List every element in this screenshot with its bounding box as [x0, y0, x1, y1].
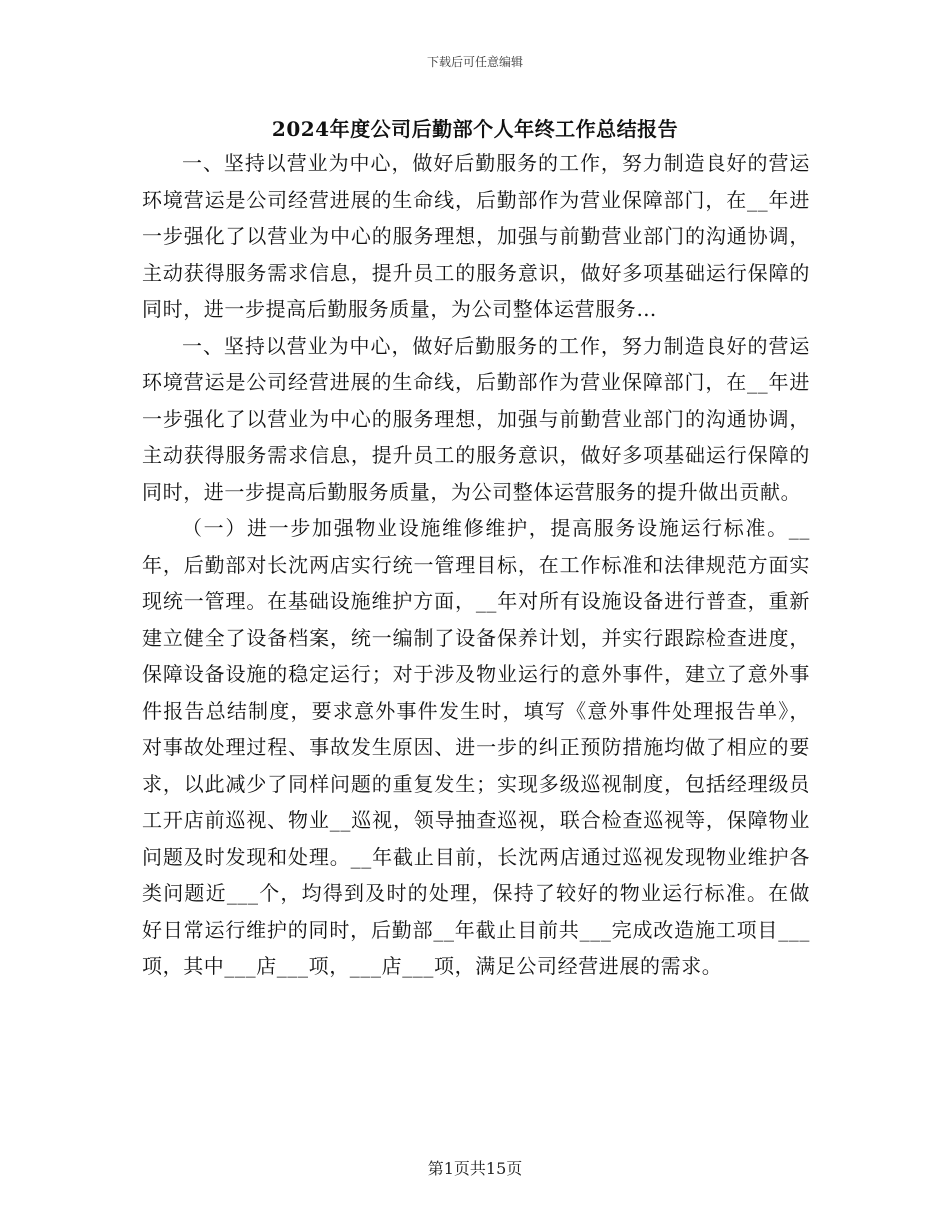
body-paragraph: （一）进一步加强物业设施维修维护，提高服务设施运行标准。__年，后勤部对长沈两店实行统一管理目标，在工作标准和法律规范方面实现统一管理。在基础设施维护方面，__年对所有设施设备进行普查，重新建立健全了设备档案，统一编制了设备保养计划，并实行跟踪检查进度，保障设备设施的稳定运行；对于涉及物业运行的意外事件，建立了意外事件报告总结制度，要求意外事件发生时，填写《意外事件处理报告单》，对事故处理过程、事故发生原因、进一步的纠正预防措施均做了相应的要求，以此减少了同样问题的重复发生；实现多级巡视制度，包括经理级员工开店前巡视、物业__巡视，领导抽查巡视，联合检查巡视等，保障物业问题及时发现和处理。__年截止目前，长沈两店通过巡视发现物业维护各类问题近___个，均得到及时的处理，保持了较好的物业运行标准。在做好日常运行维护的同时，后勤部__年截止目前共___完成改造施工项目___项，其中___店___项，___店___项，满足公司经营进展的需求。: [142, 516, 810, 978]
page-header-note: 下载后可任意编辑: [426, 55, 523, 69]
document-body: [142, 145, 810, 985]
document-title: 2024年度公司后勤部个人年终工作总结报告: [271, 117, 679, 141]
body-paragraph: 一、坚持以营业为中心，做好后勤服务的工作，努力制造良好的营运环境营运是公司经营进展的生命线，后勤部作为营业保障部门，在__年进一步强化了以营业为中心的服务理想，加强与前勤营业部门的沟通协调，主动获得服务需求信息，提升员工的服务意识，做好多项基础运行保障的同时，进一步提高后勤服务质量，为公司整体运营服务…: [142, 151, 810, 321]
body-paragraph: 一、坚持以营业为中心，做好后勤服务的工作，努力制造良好的营运环境营运是公司经营进展的生命线，后勤部作为营业保障部门，在__年进一步强化了以营业为中心的服务理想，加强与前勤营业部门的沟通协调，主动获得服务需求信息，提升员工的服务意识，做好多项基础运行保障的同时，进一步提高后勤服务质量，为公司整体运营服务的提升做出贡献。: [142, 333, 810, 504]
page-number: 第1页共15页: [427, 1159, 523, 1178]
